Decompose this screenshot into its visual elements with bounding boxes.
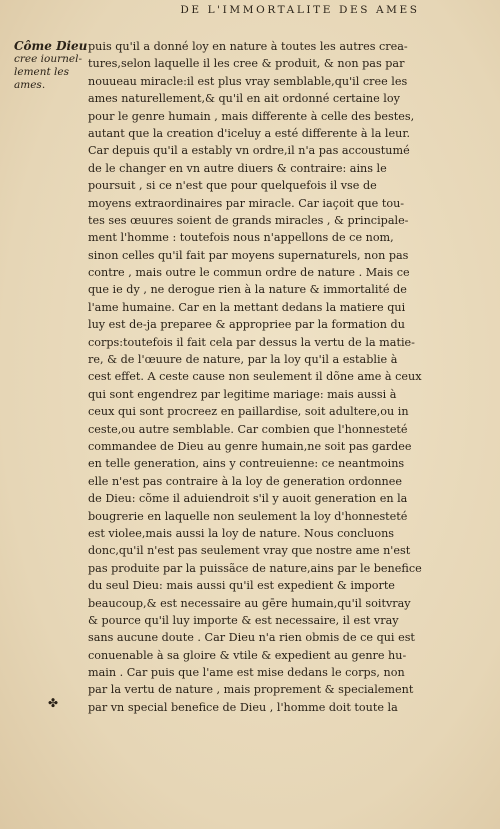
text-line: moyens extraordinaires par miracle. Car iaçoit que tou- [88,196,405,210]
text-line: poursuit , si ce n'est que pour quelquefois il vse de [88,179,377,193]
text-line: conuenable à sa gloire & vtile & expedient au genre hu- [88,648,407,662]
margin-note-line: cree iournel- [14,53,83,65]
text-line: du seul Dieu: mais aussi qu'il est expedient & importe [88,579,395,593]
text-line: ceste,ou autre semblable. Car combien que l'honnesteté [88,422,408,436]
text-line: ames naturellement,& qu'il en ait ordonné certaine loy [88,92,400,106]
margin-note-line: lement les [14,66,70,78]
text-line: bougrerie en laquelle non seulement la loy d'honnesteté [88,509,408,523]
text-line: ceux qui sont procreez en paillardise, soit adultere,ou in [88,405,409,419]
text-line: & pource qu'il luy importe & est necessaire, il est vray [88,613,399,627]
text-line: commandee de Dieu au genre humain,ne soit pas gardee [88,439,412,453]
text-line: est violee,mais aussi la loy de nature. Nous concluons [88,526,395,540]
text-line: l'ame humaine. Car en la mettant dedans la matiere qui [88,300,406,314]
text-line: en telle generation, ains y contreuienne: ce neantmoins [88,457,405,471]
text-line: sinon celles qu'il fait par moyens supernaturels, non pas [88,248,409,262]
text-line: ment l'homme : toutefois nous n'appellons de ce nom, [88,231,394,245]
text-line: pour le genre humain , mais differente à celle des bestes, [88,109,415,123]
text-line: puis qu'il a donné loy en nature à toutes les autres crea- [88,40,408,53]
text-line: main . Car puis que l'ame est mise dedans le corps, non [88,666,405,680]
text-line: de Dieu: cõme il aduiendroit s'il y auoit generation en la [88,492,408,506]
running-header: DE L'IMMORTALITE DES AMES [180,4,420,16]
text-line: autant que la creation d'iceluy a esté differente à la leur. [88,126,411,140]
margin-note-line: Côme Dieu [14,39,88,53]
margin-note-line: ames. [14,79,46,91]
body-text [88,38,466,716]
text-line: cest effet. A ceste cause non seulement il dõne ame à ceux [88,370,422,384]
margin-note [14,40,92,92]
text-line: que ie dy , ne deroguе rien à la nature & immortalité de [88,283,407,297]
bottom-mark: ✤ [48,696,59,710]
text-line: donc,qu'il n'est pas seulement vray que nostre ame n'est [88,544,411,558]
text-line: sans aucune doute . Car Dieu n'a rien obmis de ce qui est [88,631,415,645]
text-line: tures,selon laquelle il les cree & produit, & non pas par [88,57,405,71]
text-line: Car depuis qu'il a estably vn ordre,il n'a pas accoustumé [88,144,410,158]
text-line: par vn special benefice de Dieu , l'homme doit toute la [88,700,398,714]
text-line: re, & de l'œuure de nature, par la loy qu'il a establie à [88,353,398,367]
text-line: qui sont engendrez par legitime mariage: mais aussi à [88,387,397,401]
text-line: pas produite par la puissãce de nature,ains par le benefice [88,561,422,575]
text-line: par la vertu de nature , mais proprement & specialement [88,683,414,697]
text-line: contre , mais outre le commun ordre de nature . Mais ce [88,266,410,280]
text-line: beaucoup,& est necessaire au gēre humain,qu'il soitvray [88,596,411,610]
text-line: tes ses œuures soient de grands miracles , & principale- [88,213,409,227]
text-line: luy est de-ja preparee & appropriee par la formation du [88,318,405,332]
text-line: elle n'est pas contraire à la loy de generation ordonnee [88,474,402,488]
text-line: corps:toutefois il fait cela par dessus la vertu de la matie- [88,335,415,349]
text-line: de le changer en vn autre diuers & contraire: ains le [88,161,387,175]
text-line: nouueau miracle:il est plus vray semblable,qu'il cree les [88,74,408,88]
